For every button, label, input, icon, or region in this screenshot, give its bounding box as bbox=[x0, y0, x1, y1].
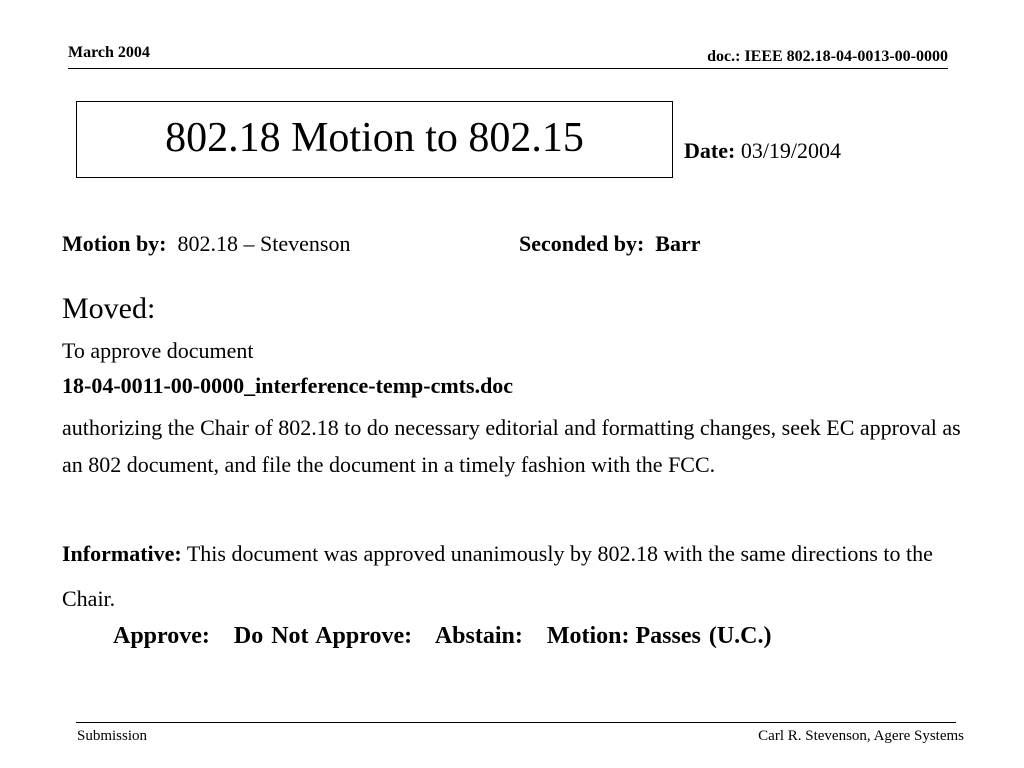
vote-approve: Approve: bbox=[113, 623, 210, 649]
vote-motion-result: Passes (U.C.) bbox=[635, 623, 772, 649]
approve-intro: To approve document bbox=[62, 338, 254, 363]
seconded-by-value: Barr bbox=[655, 231, 701, 256]
informative-paragraph bbox=[62, 531, 962, 621]
vote-do-not-approve: Do Not Approve: bbox=[233, 623, 413, 649]
date-block bbox=[684, 138, 841, 164]
document-name: 18-04-0011-00-0000_interference-temp-cmts.doc bbox=[62, 373, 514, 398]
date-label: Date: bbox=[684, 138, 736, 163]
motion-by-label: Motion by: bbox=[62, 231, 167, 256]
moved-heading: Moved: bbox=[62, 292, 156, 325]
slide-title: 802.18 Motion to 802.15 bbox=[76, 101, 673, 178]
footer-author: Carl R. Stevenson, Agere Systems bbox=[758, 728, 964, 744]
informative-label: Informative: bbox=[62, 541, 182, 566]
seconded-by-line bbox=[519, 231, 701, 257]
header-doc-id: doc.: IEEE 802.18-04-0013-00-0000 bbox=[707, 48, 948, 65]
authorization-text: authorizing the Chair of 802.18 to do necessary editorial and formatting changes, seek EC approval as an 802 document, and file the document in a timely fashion with the FCC. bbox=[62, 415, 961, 477]
informative-text: This document was approved unanimously by 802.18 with the same directions to the Chair. bbox=[62, 541, 933, 611]
header-divider bbox=[68, 68, 948, 69]
vote-motion-label: Motion: bbox=[546, 623, 630, 649]
seconded-by-label: Seconded by: bbox=[519, 231, 645, 256]
vote-line bbox=[113, 623, 787, 650]
header-date: March 2004 bbox=[68, 44, 150, 61]
footer-divider bbox=[76, 722, 956, 723]
vote-abstain: Abstain: bbox=[434, 623, 523, 649]
motion-by-line bbox=[62, 231, 350, 257]
footer-submission: Submission bbox=[77, 728, 148, 744]
date-value: 03/19/2004 bbox=[740, 138, 842, 163]
motion-by-value: 802.18 – Stevenson bbox=[177, 231, 351, 256]
